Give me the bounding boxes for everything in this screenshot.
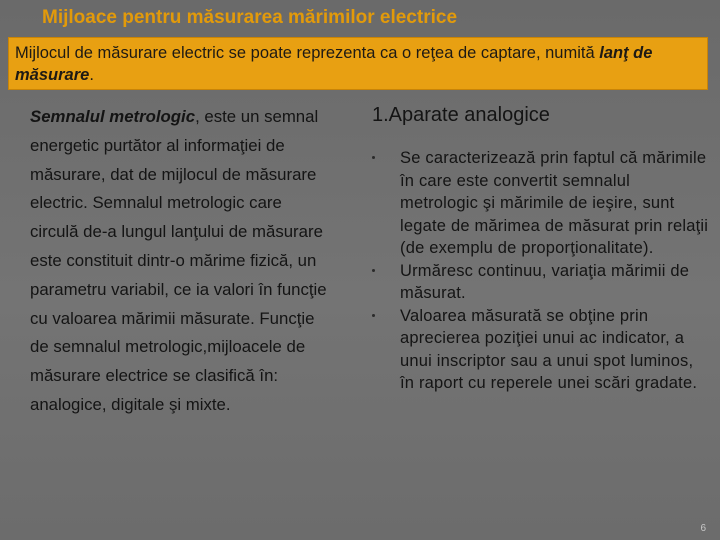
definition-banner (8, 37, 708, 90)
list-item-text: Valoarea măsurată se obţine prin aprecierea poziţiei unui ac indicator, a unui inscriptor sau a unui spot luminos, în raport cu reperele unei scări gradate. (400, 306, 698, 392)
left-paragraph (30, 103, 330, 420)
bullet-dot-icon (372, 269, 375, 272)
list-item (372, 260, 712, 305)
left-text: , este un semnal energetic purtător al informaţiei de măsurare, dat de mijlocul de măsurare electric. Semnalul metrologic care circulă de-a lungul lanţului de măsurare este constituit dintr-o mărime fizică, un parametru variabil, ce ia valori în funcţie cu valoarea mărimii măsurate. Funcţie de semnalul metrologic,mijloacele de măsurare electrice se clasifică în: analogice, digitale şi mixte. (30, 107, 327, 414)
banner-text-end: . (89, 66, 94, 84)
section-heading: 1.Aparate analogice (372, 104, 550, 126)
slide-title: Mijloace pentru măsurarea mărimilor electrice (42, 7, 458, 28)
left-term: Semnalul metrologic (30, 107, 196, 126)
right-column (372, 101, 712, 395)
bullet-dot-icon (372, 314, 375, 317)
banner-text: Mijlocul de măsurare electric se poate reprezenta ca o reţea de captare, numită (15, 44, 600, 62)
list-item (372, 147, 712, 260)
bullet-list (372, 147, 712, 395)
list-item (372, 305, 712, 395)
list-item-text: Se caracterizează prin faptul că mărimile în care este convertit semnalul metrologic şi mărimile de ieşire, sunt legate de mărimea de măsurat prin relaţii (de exemplu de proporţionalitate). (400, 149, 709, 257)
bullet-dot-icon (372, 156, 375, 159)
banner-emphasis: lanţ de măsurare (15, 44, 653, 84)
list-item-text: Urmăresc continuu, variaţia mărimii de măsurat. (400, 261, 690, 302)
page-number: 6 (700, 523, 706, 534)
